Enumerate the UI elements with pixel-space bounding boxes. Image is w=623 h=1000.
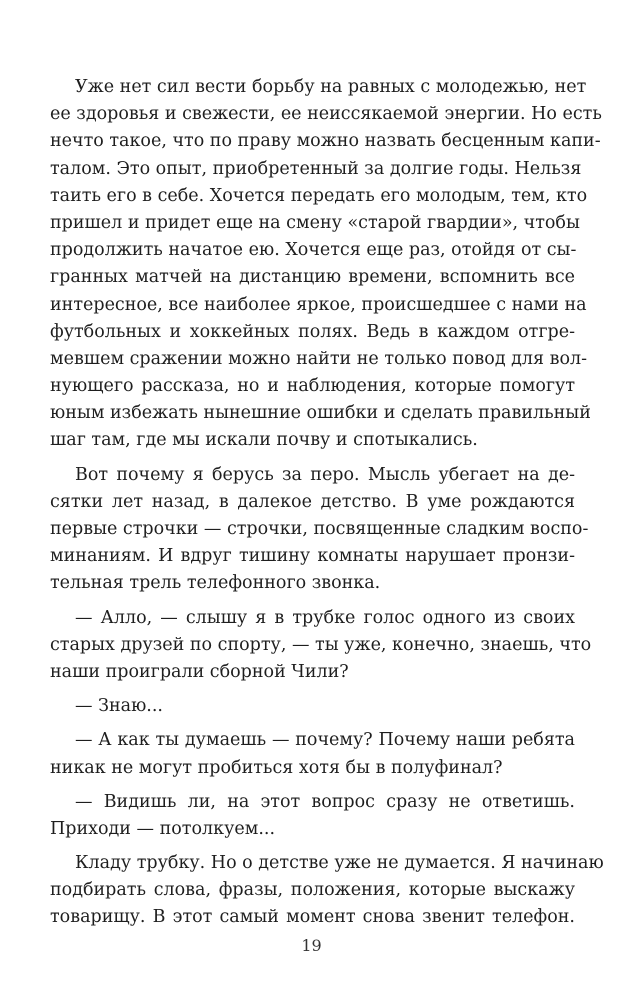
text-line: первые строчки — строчки, посвященные сладким воспо-	[50, 519, 589, 539]
text-line: таить его в себе. Хочется передать его молодым, тем, кто	[50, 185, 588, 206]
text-line: нующего рассказа, но и наблюдения, которые помогут	[50, 376, 575, 397]
text-line: — Видишь ли, на этот вопрос сразу не ответишь.	[75, 791, 575, 812]
text-line: Вот почему я берусь за перо. Мысль убегает на де-	[75, 464, 575, 485]
text-line: Приходи — потолкуем...	[50, 818, 276, 839]
text-line: никак не могут пробиться хотя бы в полуфинал?	[50, 757, 503, 778]
text-line: минаниям. И вдруг тишину комнаты нарушает пронзи-	[50, 546, 575, 567]
text-line: гранных матчей на дистанцию времени, вспомнить все	[50, 267, 575, 288]
text-line: — Алло, — слышу я в трубке голос одного из своих	[75, 607, 575, 628]
text-line: футбольных и хоккейных полях. Ведь в каждом отгре-	[50, 321, 575, 342]
text-line: Кладу трубку. Но о детстве уже не думается. Я начинаю	[75, 853, 604, 874]
text-line: талом. Это опыт, приобретенный за долгие годы. Нельзя	[50, 158, 582, 179]
page-number: 19	[301, 936, 322, 955]
text-line: наши проиграли сборной Чили?	[50, 661, 349, 682]
text-line: — А как ты думаешь — почему? Почему наши ребята	[75, 730, 575, 751]
text-line: юным избежать нынешние ошибки и сделать правильный	[50, 403, 591, 424]
text-line: ее здоровья и свежести, ее неиссякаемой энергии. Но есть	[50, 104, 602, 125]
text-line: сятки лет назад, в далекое детство. В уме рождаются	[50, 491, 575, 512]
text-line: продолжить начатое ею. Хочется еще раз, отойдя от сы-	[50, 240, 577, 261]
text-line: шаг там, где мы искали почву и спотыкались.	[50, 430, 478, 451]
text-line: тельная трель телефонного звонка.	[50, 573, 381, 594]
text-line: Уже нет сил вести борьбу на равных с молодежью, нет	[75, 77, 587, 97]
text-line: подбирать слова, фразы, положения, которые выскажу	[50, 880, 575, 901]
text-line: товарищу. В этот самый момент снова звенит телефон.	[50, 907, 575, 928]
text-line: — Знаю...	[75, 696, 163, 717]
text-line: пришел и придет еще на смену «старой гвардии», чтобы	[50, 212, 580, 233]
body-text	[50, 74, 604, 932]
text-line: мевшем сражении можно найти не только повод для вол-	[50, 348, 588, 369]
text-line: старых друзей по спорту, — ты уже, конечно, знаешь, что	[50, 634, 592, 655]
text-line: интересное, все наиболее яркое, происшедшее с нами на	[50, 294, 587, 315]
text-line: нечто такое, что по праву можно назвать бесценным капи-	[50, 131, 601, 152]
